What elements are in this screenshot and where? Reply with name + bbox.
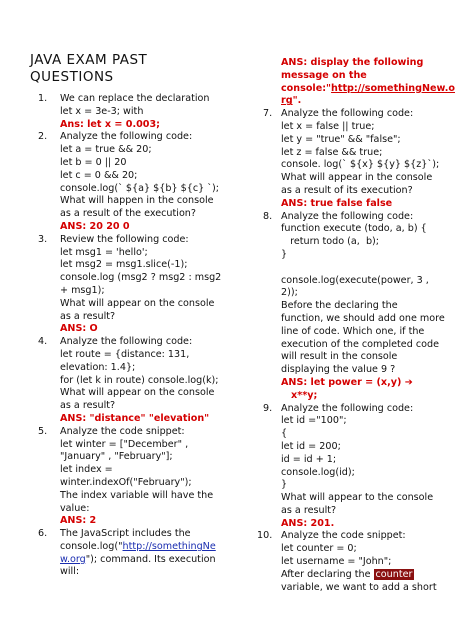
answer: ANS: display the following [281, 57, 424, 68]
answer: ANS: O [60, 323, 98, 335]
answer: ANS: 201. [281, 517, 335, 529]
answer: console:"http://somethingNew.o [281, 82, 455, 94]
answer: rg". [281, 95, 302, 107]
question-number: 7. [263, 108, 273, 120]
code-line: let id ="100"; [281, 415, 347, 427]
question-text: Analyze the following code: [60, 336, 193, 348]
question-text: What will appear on the console [60, 297, 215, 309]
code-line: winter.indexOf("February"); [60, 476, 192, 488]
question-text: Analyze the following code: [281, 108, 414, 120]
question-number: 3. [38, 233, 48, 245]
code-line: let z = false && true; [281, 146, 383, 158]
question-text: as a result of its execution? [281, 184, 413, 196]
question-text: value: [60, 502, 90, 514]
question-text: The index variable will have the [60, 489, 214, 501]
question-text-part: After declaring the [281, 568, 374, 580]
title-line-2: QUESTIONS [30, 69, 114, 85]
question-1 [30, 93, 240, 131]
question-6-answer [255, 57, 455, 108]
question-text [60, 541, 240, 554]
answer: ANS: 20 20 0 [60, 220, 130, 232]
right-column [255, 57, 455, 594]
answer: ANS: true false false [281, 197, 393, 209]
question-text: as a result? [60, 310, 116, 322]
code-line: let route = {distance: 131, [60, 348, 190, 360]
question-text: execution of the completed code [281, 338, 439, 350]
question-text: will: [60, 566, 80, 578]
question-text: The JavaScript includes the [60, 528, 191, 540]
answer: Ans: let x = 0.003; [60, 118, 160, 130]
question-text: Before the declaring the [281, 300, 398, 312]
title-line-1: JAVA EXAM PAST [30, 52, 148, 68]
question-text: What will appear in the console [281, 172, 433, 184]
code-text: console.log(" [60, 540, 123, 552]
question-5 [30, 426, 240, 528]
question-text: will result in the console [281, 351, 398, 363]
question-number: 4. [38, 336, 48, 348]
answer: ANS: 2 [60, 515, 97, 527]
blank-line [281, 262, 455, 275]
answer: ANS: let power = (x,y) ➔ [281, 376, 413, 388]
code-line: let msg1 = 'hello'; [60, 246, 148, 258]
code-line: let username = "John"; [281, 556, 392, 568]
code-line: console.log (msg2 ? msg2 : msg2 [60, 272, 222, 284]
code-line: let counter = 0; [281, 543, 357, 555]
code-line: "January" , "February"]; [60, 451, 173, 463]
question-6 [30, 528, 240, 579]
question-text: displaying the value 9 ? [281, 364, 396, 376]
question-4 [30, 336, 240, 426]
code-line: } [281, 479, 288, 491]
code-line: let x = false || true; [281, 120, 375, 132]
question-number: 2. [38, 131, 48, 143]
question-number: 6. [38, 528, 48, 540]
answer: ANS: "distance" "elevation" [60, 412, 210, 424]
code-line: let index = [60, 464, 113, 476]
question-text: Analyze the following code: [60, 131, 193, 143]
question-7 [255, 108, 455, 210]
code-line: id = id + 1; [281, 453, 337, 465]
code-line: console. log(` ${x} ${y} ${z}`); [281, 159, 440, 171]
question-number: 9. [263, 402, 273, 414]
answer: message on the [281, 69, 367, 81]
code-text: "); command. Its execution [85, 553, 216, 565]
document-title [30, 52, 147, 86]
code-line: } [281, 248, 288, 260]
question-text: Analyze the code snippet: [281, 530, 406, 542]
question-10 [255, 530, 455, 594]
question-3 [30, 234, 240, 336]
code-line: console.log(` ${a} ${b} ${c} `); [60, 182, 220, 194]
question-text: as a result of the execution? [60, 208, 196, 220]
code-line: let msg2 = msg1.slice(-1); [60, 259, 188, 271]
code-line: console.log(execute(power, 3 , [281, 274, 429, 286]
code-line: console.log(id); [281, 466, 355, 478]
question-text: line of code. Which one, if the [281, 325, 425, 337]
question-8 [255, 211, 455, 403]
question-text: What will appear on the console [60, 387, 215, 399]
code-line: 2)); [281, 287, 298, 299]
code-line: let b = 0 || 20 [60, 156, 127, 168]
code-line: elevation: 1.4}; [60, 361, 136, 373]
question-text: We can replace the declaration [60, 93, 210, 104]
question-2 [30, 131, 240, 233]
question-text [60, 554, 240, 567]
left-column [30, 93, 240, 579]
code-line: return todo (a, b); [281, 236, 380, 248]
code-line: { [281, 428, 288, 440]
code-line: + msg1); [60, 284, 105, 296]
code-line: let a = true && 20; [60, 144, 152, 156]
question-text [281, 569, 455, 582]
question-text: function, we should add one more [281, 312, 445, 324]
question-number: 5. [38, 425, 48, 437]
question-text: as a result? [281, 504, 337, 516]
question-9 [255, 403, 455, 531]
question-number: 10. [257, 530, 273, 542]
code-line: let y = "true" && "false"; [281, 133, 401, 145]
question-text: let x = 3e-3; with [60, 105, 144, 117]
code-line: let winter = ["December" , [60, 438, 189, 450]
highlighted-word: counter [375, 568, 413, 580]
question-text: Review the following code: [60, 233, 189, 245]
url-link[interactable]: w.org [60, 553, 86, 565]
code-line: function execute (todo, a, b) { [281, 223, 427, 235]
question-text: variable, we want to add a short [281, 581, 437, 593]
question-text: Analyze the following code: [281, 210, 414, 222]
question-number: 8. [263, 210, 273, 222]
code-line: let id = 200; [281, 440, 341, 452]
answer-link[interactable]: http://somethingNew.o [331, 82, 455, 94]
question-text: What will appear to the console [281, 492, 434, 504]
answer: x**y; [291, 389, 318, 401]
question-text: Analyze the following code: [281, 402, 414, 414]
question-text: Analyze the code snippet: [60, 425, 185, 437]
question-text: as a result? [60, 400, 116, 412]
code-line: let c = 0 && 20; [60, 169, 138, 181]
code-line: for (let k in route) console.log(k); [60, 374, 219, 386]
question-text: What will happen in the console [60, 195, 214, 207]
answer-link[interactable]: rg [281, 95, 293, 107]
question-number: 1. [38, 93, 48, 104]
url-link[interactable]: http://somethingNe [122, 540, 216, 552]
